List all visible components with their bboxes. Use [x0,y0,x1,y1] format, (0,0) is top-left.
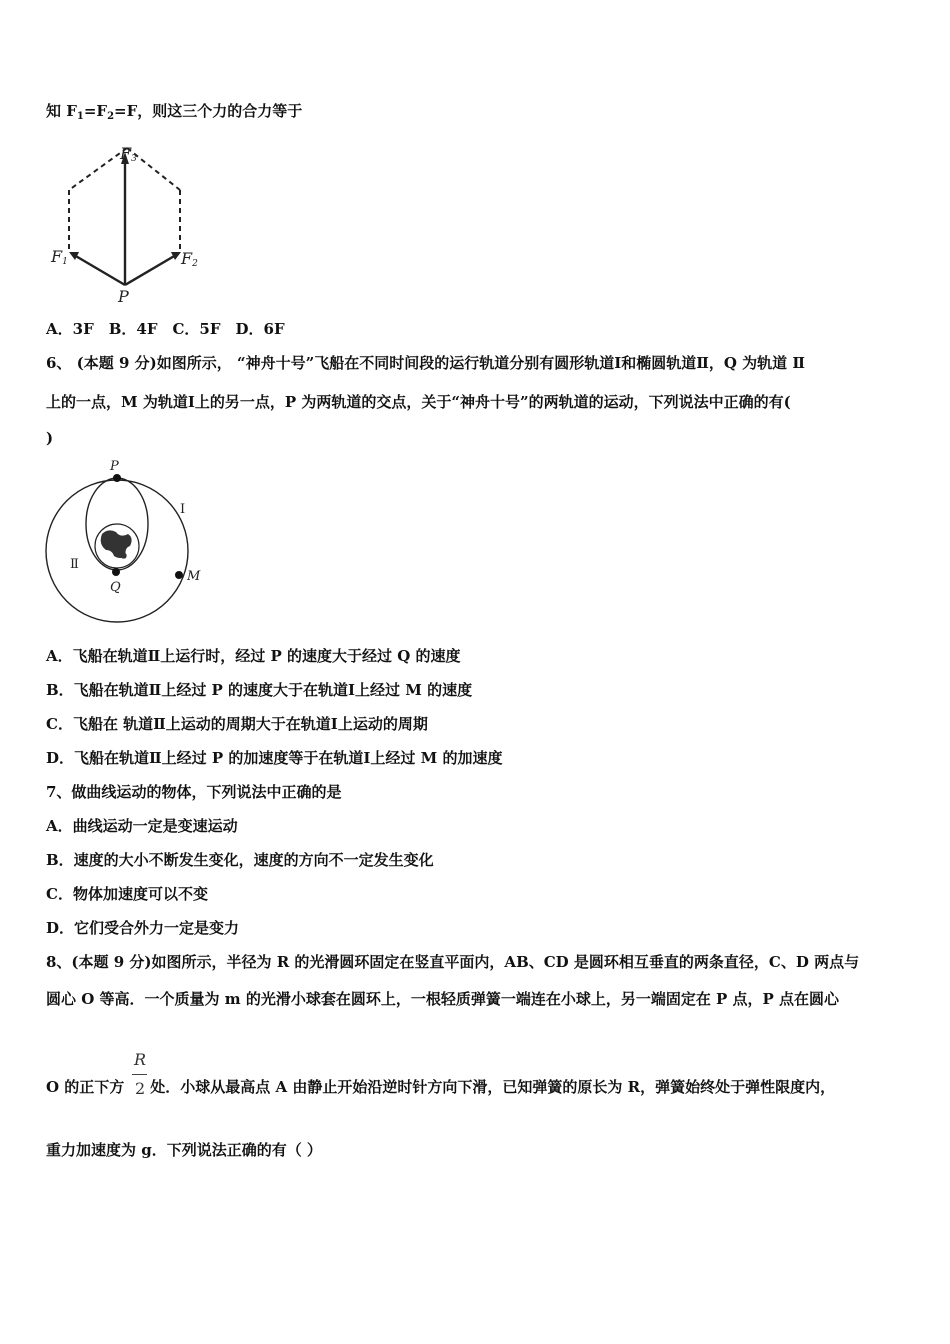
label-f3: F3 [120,144,137,164]
label-p: P [118,287,129,306]
q6-option-c: C．飞船在 轨道Ⅱ上运动的周期大于在轨道Ⅰ上运动的周期 [46,715,428,733]
q7-option-a: A．曲线运动一定是变速运动 [46,817,238,835]
label-p2: P [110,459,119,474]
q7-option-c: C．物体加速度可以不变 [46,885,208,903]
q6-option-b: B．飞船在轨道Ⅱ上经过 P 的速度大于在轨道Ⅰ上经过 M 的速度 [46,681,473,699]
label-f2: F2 [181,249,198,269]
intro-line: 知 $F_1=F_2=F$，则这三个力的合力等于 [46,102,303,122]
q7-stem: 7、做曲线运动的物体，下列说法中正确的是 [46,783,342,801]
q8-stem-line4: 重力加速度为 g．下列说法正确的有（ ） [46,1141,322,1159]
fraction-denominator: 2 [135,1079,146,1098]
label-m: M [187,569,201,584]
fraction-bar [132,1074,147,1075]
label-orbit-ii: Ⅱ [70,557,79,572]
fraction-numerator: R [134,1050,147,1069]
q7-option-d: D．它们受合外力一定是变力 [46,919,240,937]
label-q: Q [110,580,121,595]
orbit-figure [44,456,204,626]
q6-stem-line1: 6、 (本题 9 分)如图所示， “神舟十号”飞船在不同时间段的运行轨道分别有圆形轨道Ⅰ和椭圆轨道Ⅱ，Q 为轨道 Ⅱ [46,354,806,372]
q6-option-a: A．飞船在轨道Ⅱ上运行时，经过 P 的速度大于经过 Q 的速度 [46,647,461,665]
label-orbit-i: Ⅰ [180,502,186,517]
label-f1: F1 [51,247,68,267]
q8-stem-line3: O 的正下方 处．小球从最高点 A 由静止开始沿逆时针方向下滑，已知弹簧的原长为 R，弹簧始终处于弹性限度内， [46,1078,836,1096]
q6-option-d: D．飞船在轨道Ⅱ上经过 P 的加速度等于在轨道Ⅰ上经过 M 的加速度 [46,749,503,767]
force-hexagon-figure [44,140,204,308]
q8-stem-line2: 圆心 O 等高．一个质量为 m 的光滑小球套在圆环上，一根轻质弹簧一端连在小球上，另一端固定在 P 点，P 点在圆心 [46,990,840,1008]
q6-stem-line2: 上的一点，M 为轨道Ⅰ上的另一点，P 为两轨道的交点，关于“神舟十号”的两轨道的运动，下列说法中正确的有( [46,393,791,411]
q5-options: A．3F B．4F C．5F D．6F [46,320,285,338]
q6-stem-line3: ) [46,429,54,447]
q7-option-b: B．速度的大小不断发生变化，速度的方向不一定发生变化 [46,851,434,869]
q8-stem-line1: 8、(本题 9 分)如图所示，半径为 R 的光滑圆环固定在竖直平面内，AB、CD 是圆环相互垂直的两条直径，C、D 两点与 [46,953,860,971]
